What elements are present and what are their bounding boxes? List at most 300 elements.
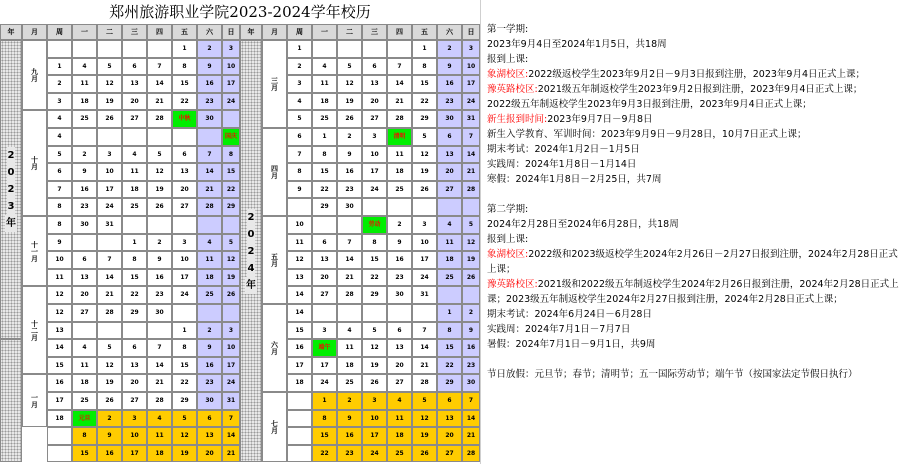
month-text: 九月 (30, 68, 39, 83)
day-cell: 16 (147, 269, 172, 287)
day-cell: 23 (337, 445, 362, 463)
day-cell: 30 (197, 392, 222, 410)
day-cell: 1 (312, 128, 337, 146)
header-0: 年 (0, 24, 22, 40)
day-cell: 24 (412, 269, 437, 287)
month-label (262, 128, 287, 216)
header-1: 月 (22, 24, 47, 40)
day-cell: 21 (462, 163, 480, 181)
day-cell: 13 (172, 163, 197, 181)
day-cell: 5 (222, 234, 240, 252)
day-cell: 30 (72, 216, 97, 234)
day-cell: 18 (72, 93, 97, 111)
day-cell: 15 (312, 163, 337, 181)
day-cell: 12 (412, 410, 437, 428)
day-cell: 9 (72, 163, 97, 181)
day-cell: 4 (312, 58, 337, 76)
day-cell: 17 (362, 427, 387, 445)
day-cell: 20 (122, 374, 147, 392)
header-9: 日 (222, 24, 240, 40)
week-number: 18 (287, 374, 312, 392)
day-cell: 8 (172, 339, 197, 357)
day-cell (122, 322, 147, 340)
day-cell: 16 (337, 427, 362, 445)
day-cell: 15 (172, 75, 197, 93)
header-2: 周 (287, 24, 312, 40)
day-cell: 6 (172, 146, 197, 164)
week-number (287, 392, 312, 410)
day-cell: 18 (437, 251, 462, 269)
day-cell: 6 (387, 322, 412, 340)
year-label: 2 0 2 4 年 (240, 40, 262, 462)
day-cell: 13 (437, 410, 462, 428)
week-number: 4 (47, 110, 72, 128)
day-cell (197, 128, 222, 146)
month-text: 七月 (270, 420, 279, 435)
day-cell: 16 (72, 181, 97, 199)
day-cell: 2 (147, 234, 172, 252)
day-cell (312, 40, 337, 58)
new-text: 2023年9月7日－9月8日 (547, 114, 653, 125)
week-number: 4 (287, 93, 312, 111)
day-cell: 26 (337, 110, 362, 128)
week-number (47, 427, 72, 445)
notes-panel (480, 0, 900, 464)
day-cell (197, 216, 222, 234)
day-cell: 28 (97, 304, 122, 322)
day-cell: 7 (222, 410, 240, 428)
day-cell (197, 304, 222, 322)
campus-name: 象湖校区: (487, 69, 529, 80)
day-cell: 31 (222, 392, 240, 410)
month-text: 四月 (270, 165, 279, 179)
day-cell: 11 (197, 251, 222, 269)
day-cell: 18 (197, 269, 222, 287)
day-cell: 23 (337, 181, 362, 199)
sem1-campus2 (487, 82, 900, 97)
header-7: 五 (412, 24, 437, 40)
day-cell: 25 (72, 110, 97, 128)
day-cell: 15 (72, 445, 97, 463)
day-cell: 7 (462, 128, 480, 146)
day-cell: 30 (462, 374, 480, 392)
month-label (262, 40, 287, 128)
day-cell: 30 (197, 110, 222, 128)
sem2-register: 报到上课: (487, 234, 529, 245)
day-cell: 26 (362, 374, 387, 392)
header-3: 一 (72, 24, 97, 40)
day-cell: 15 (362, 251, 387, 269)
day-cell: 7 (147, 339, 172, 357)
header-1: 月 (262, 24, 287, 40)
day-cell: 14 (197, 163, 222, 181)
day-cell: 13 (72, 269, 97, 287)
day-cell: 15 (437, 339, 462, 357)
day-cell: 2 (437, 40, 462, 58)
week-number: 10 (287, 216, 312, 234)
day-cell (387, 40, 412, 58)
day-cell: 16 (462, 339, 480, 357)
day-cell: 6 (362, 58, 387, 76)
day-cell: 6 (312, 234, 337, 252)
week-number: 14 (47, 339, 72, 357)
day-cell: 20 (122, 93, 147, 111)
week-number: 4 (47, 128, 72, 146)
day-cell: 16 (337, 163, 362, 181)
day-cell (122, 128, 147, 146)
day-cell (312, 304, 337, 322)
day-cell: 6 (197, 410, 222, 428)
week-number (47, 445, 72, 463)
day-cell: 劳动 (362, 216, 387, 234)
day-cell: 8 (222, 146, 240, 164)
week-number: 16 (287, 339, 312, 357)
day-cell: 13 (122, 75, 147, 93)
day-cell: 29 (362, 286, 387, 304)
day-cell: 元旦 (72, 410, 97, 428)
week-number: 16 (47, 374, 72, 392)
month-label (262, 392, 287, 462)
sem2-title: 第二学期: (487, 204, 529, 215)
day-cell: 19 (172, 445, 197, 463)
day-cell: 27 (437, 445, 462, 463)
day-cell: 29 (412, 110, 437, 128)
header-5: 三 (362, 24, 387, 40)
day-cell (337, 40, 362, 58)
week-number (287, 410, 312, 428)
month-text: 十月 (30, 156, 39, 171)
day-cell: 27 (362, 110, 387, 128)
day-cell (97, 40, 122, 58)
day-cell: 5 (412, 392, 437, 410)
day-cell: 16 (197, 75, 222, 93)
week-number: 11 (47, 269, 72, 287)
day-cell: 4 (387, 392, 412, 410)
day-cell (387, 198, 412, 216)
day-cell: 10 (462, 58, 480, 76)
sem2-campus1 (487, 247, 900, 277)
header-6: 四 (387, 24, 412, 40)
day-cell: 10 (222, 58, 240, 76)
day-cell: 13 (197, 427, 222, 445)
day-cell (387, 304, 412, 322)
sem1-practice: 实践周：2024年1月8日－1月14日 (487, 159, 637, 170)
day-cell: 16 (437, 75, 462, 93)
day-cell: 28 (197, 198, 222, 216)
week-number: 15 (287, 322, 312, 340)
day-cell: 16 (387, 251, 412, 269)
month-text: 一月 (30, 393, 39, 408)
day-cell: 22 (312, 445, 337, 463)
day-cell: 11 (387, 410, 412, 428)
day-cell: 20 (312, 269, 337, 287)
day-cell: 2 (197, 40, 222, 58)
day-cell: 3 (122, 410, 147, 428)
sem1-new-students (487, 112, 900, 127)
day-cell: 7 (462, 392, 480, 410)
day-cell: 31 (412, 286, 437, 304)
campus-name: 豫英路校区: (487, 84, 538, 95)
day-cell: 24 (222, 93, 240, 111)
day-cell: 22 (172, 374, 197, 392)
week-number: 3 (287, 75, 312, 93)
week-number: 8 (47, 216, 72, 234)
month-label (262, 304, 287, 392)
day-cell: 22 (122, 286, 147, 304)
day-cell: 26 (222, 286, 240, 304)
day-cell: 25 (72, 392, 97, 410)
day-cell: 19 (97, 374, 122, 392)
day-cell: 14 (147, 357, 172, 375)
campus-name: 象湖校区: (487, 249, 529, 260)
week-number: 13 (47, 322, 72, 340)
day-cell: 1 (312, 392, 337, 410)
day-cell: 7 (337, 234, 362, 252)
header-4: 二 (97, 24, 122, 40)
day-cell: 26 (97, 392, 122, 410)
day-cell: 20 (387, 357, 412, 375)
day-cell: 1 (122, 234, 147, 252)
day-cell: 11 (312, 75, 337, 93)
sem1-training: 新生入学教育、军训时间：2023年9月9日－9月28日，10月7日正式上课； (487, 129, 807, 140)
day-cell: 27 (387, 374, 412, 392)
header-0: 年 (240, 24, 262, 40)
day-cell: 12 (97, 75, 122, 93)
day-cell (147, 128, 172, 146)
day-cell: 4 (147, 410, 172, 428)
sem1-vacation: 寒假：2024年1月8日－2月25日，共7周 (487, 174, 662, 185)
day-cell: 30 (147, 304, 172, 322)
day-cell: 29 (172, 392, 197, 410)
day-cell: 5 (147, 146, 172, 164)
day-cell: 27 (172, 198, 197, 216)
day-cell: 19 (337, 93, 362, 111)
month-label (22, 374, 47, 427)
day-cell: 4 (72, 339, 97, 357)
day-cell: 11 (122, 163, 147, 181)
week-number: 7 (287, 146, 312, 164)
sem1-dates: 2023年9月4日至2024年1月5日，共18周 (487, 39, 667, 50)
day-cell: 5 (362, 322, 387, 340)
day-cell: 26 (462, 269, 480, 287)
day-cell: 13 (437, 146, 462, 164)
day-cell: 5 (462, 216, 480, 234)
header-6: 四 (147, 24, 172, 40)
day-cell: 8 (172, 58, 197, 76)
day-cell: 29 (222, 198, 240, 216)
day-cell: 5 (97, 339, 122, 357)
week-number: 2 (287, 58, 312, 76)
day-cell: 12 (147, 163, 172, 181)
day-cell: 24 (312, 374, 337, 392)
holiday-note: 节日放假：元旦节；春节；清明节；五一国际劳动节；端午节（按国家法定节假日执行） (487, 369, 858, 380)
week-number: 8 (287, 163, 312, 181)
sem1-campus2-line2: 2022级五年制返校学生2023年9月3日报到注册，2023年9月4日正式上课； (487, 99, 812, 110)
day-cell: 18 (387, 427, 412, 445)
day-cell: 11 (387, 146, 412, 164)
header-7: 五 (172, 24, 197, 40)
week-number (287, 445, 312, 463)
day-cell: 26 (412, 445, 437, 463)
day-cell: 18 (312, 93, 337, 111)
day-cell: 24 (172, 286, 197, 304)
day-cell: 6 (437, 392, 462, 410)
day-cell: 25 (337, 374, 362, 392)
week-number: 14 (287, 286, 312, 304)
sem1-exam: 期末考试：2024年1月2日－1月5日 (487, 144, 640, 155)
day-cell: 中秋 (172, 110, 197, 128)
day-cell: 2 (337, 392, 362, 410)
day-cell: 23 (72, 198, 97, 216)
day-cell: 30 (437, 110, 462, 128)
campus-text: 2022级返校学生2023年9月2日－9月3日报到注册，2023年9月4日正式上课； (528, 69, 865, 80)
day-cell: 27 (122, 392, 147, 410)
year-label-2024 (0, 339, 22, 462)
day-cell: 25 (387, 181, 412, 199)
day-cell: 8 (362, 234, 387, 252)
day-cell (437, 198, 462, 216)
sem1-title: 第一学期: (487, 24, 529, 35)
day-cell: 3 (97, 146, 122, 164)
day-cell: 12 (462, 234, 480, 252)
day-cell: 14 (337, 251, 362, 269)
day-cell: 24 (462, 93, 480, 111)
day-cell: 20 (437, 163, 462, 181)
month-label (22, 216, 47, 286)
day-cell: 24 (362, 181, 387, 199)
day-cell: 9 (387, 234, 412, 252)
day-cell: 12 (222, 251, 240, 269)
sem2-campus2 (487, 277, 900, 307)
week-number: 18 (47, 410, 72, 428)
day-cell: 27 (72, 304, 97, 322)
day-cell: 21 (412, 357, 437, 375)
sem1-register: 报到上课: (487, 54, 529, 65)
day-cell: 23 (462, 357, 480, 375)
day-cell: 4 (337, 322, 362, 340)
week-number: 1 (287, 40, 312, 58)
day-cell (97, 128, 122, 146)
day-cell: 26 (97, 110, 122, 128)
sem1-campus1 (487, 67, 900, 82)
day-cell: 9 (197, 58, 222, 76)
day-cell: 11 (72, 75, 97, 93)
day-cell: 8 (312, 410, 337, 428)
day-cell: 2 (197, 322, 222, 340)
day-cell: 21 (462, 427, 480, 445)
day-cell: 17 (312, 357, 337, 375)
day-cell: 13 (387, 339, 412, 357)
day-cell: 14 (462, 146, 480, 164)
day-cell: 20 (72, 286, 97, 304)
day-cell: 14 (97, 269, 122, 287)
week-number: 12 (287, 251, 312, 269)
day-cell: 4 (197, 234, 222, 252)
day-cell: 22 (222, 181, 240, 199)
day-cell: 2 (72, 146, 97, 164)
day-cell: 9 (437, 58, 462, 76)
month-text: 五月 (270, 253, 279, 267)
header-9: 日 (462, 24, 480, 40)
week-number: 6 (287, 128, 312, 146)
day-cell: 5 (172, 410, 197, 428)
day-cell: 14 (222, 427, 240, 445)
day-cell: 30 (337, 198, 362, 216)
day-cell (337, 304, 362, 322)
day-cell: 22 (172, 93, 197, 111)
day-cell: 25 (437, 269, 462, 287)
day-cell (412, 304, 437, 322)
day-cell: 9 (337, 410, 362, 428)
day-cell: 12 (337, 75, 362, 93)
header-3: 一 (312, 24, 337, 40)
week-number (287, 198, 312, 216)
week-number: 5 (287, 110, 312, 128)
day-cell: 26 (147, 198, 172, 216)
day-cell: 1 (172, 322, 197, 340)
day-cell: 28 (462, 181, 480, 199)
day-cell: 25 (387, 445, 412, 463)
month-text: 六月 (270, 341, 279, 355)
month-label (22, 110, 47, 216)
day-cell: 3 (222, 40, 240, 58)
day-cell (172, 128, 197, 146)
day-cell: 3 (222, 322, 240, 340)
week-number (47, 40, 72, 58)
day-cell: 7 (412, 322, 437, 340)
day-cell: 2 (337, 128, 362, 146)
week-number: 11 (287, 234, 312, 252)
day-cell: 22 (362, 269, 387, 287)
day-cell: 19 (97, 93, 122, 111)
day-cell: 14 (412, 339, 437, 357)
day-cell: 1 (172, 40, 197, 58)
day-cell: 28 (387, 110, 412, 128)
day-cell: 20 (437, 427, 462, 445)
day-cell: 27 (437, 181, 462, 199)
day-cell: 22 (437, 357, 462, 375)
day-cell (147, 216, 172, 234)
month-text: 三月 (270, 77, 279, 91)
week-number: 3 (47, 93, 72, 111)
year-label: 2 0 2 3 年 (0, 40, 22, 339)
day-cell: 19 (412, 163, 437, 181)
week-number: 7 (47, 181, 72, 199)
day-cell: 9 (462, 322, 480, 340)
day-cell: 15 (312, 427, 337, 445)
day-cell: 13 (362, 75, 387, 93)
day-cell: 18 (387, 163, 412, 181)
day-cell: 18 (337, 357, 362, 375)
day-cell: 24 (97, 198, 122, 216)
day-cell: 13 (122, 357, 147, 375)
day-cell: 9 (197, 339, 222, 357)
day-cell: 5 (337, 58, 362, 76)
day-cell: 11 (147, 427, 172, 445)
day-cell: 24 (362, 445, 387, 463)
week-number: 15 (47, 357, 72, 375)
day-cell: 国庆 (222, 128, 240, 146)
day-cell: 9 (337, 146, 362, 164)
day-cell: 18 (147, 445, 172, 463)
day-cell: 14 (387, 75, 412, 93)
day-cell (222, 110, 240, 128)
new-label: 新生报到时间: (487, 114, 548, 125)
day-cell (122, 40, 147, 58)
day-cell: 4 (122, 146, 147, 164)
day-cell: 2 (462, 304, 480, 322)
day-cell: 3 (412, 216, 437, 234)
